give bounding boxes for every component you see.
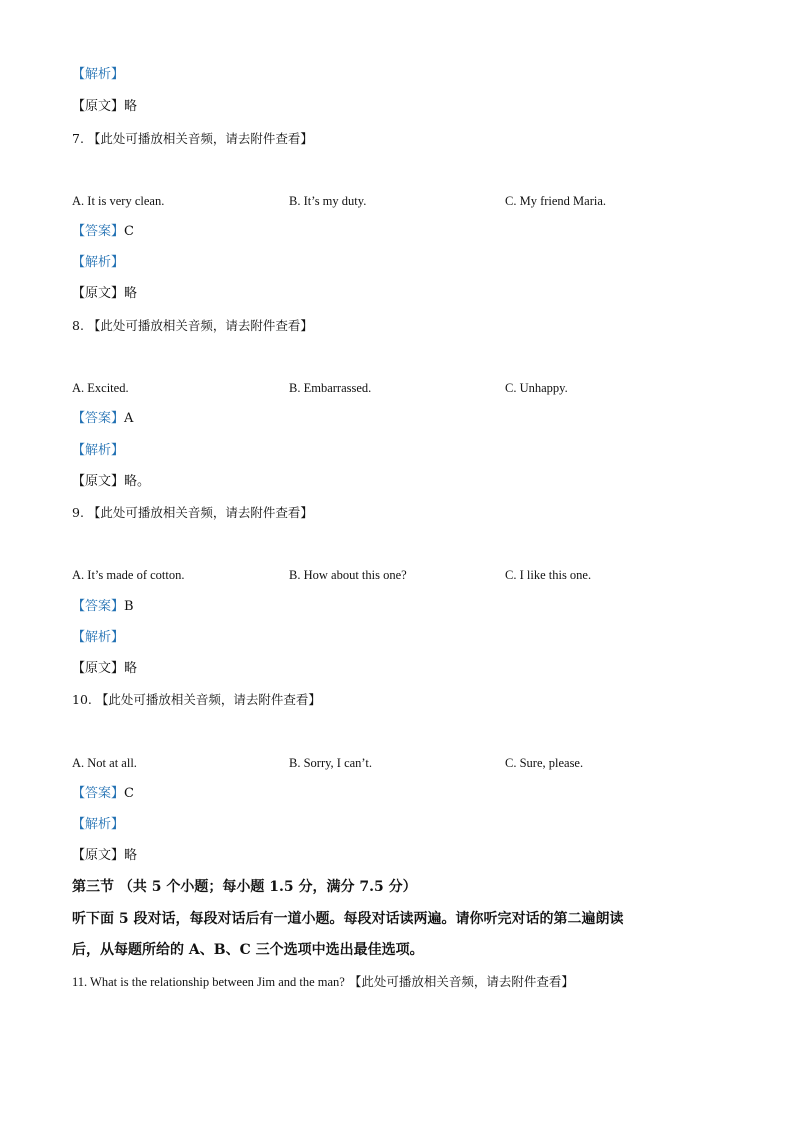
original-row (72, 846, 137, 866)
answer-label: 【答案】 (72, 411, 125, 426)
audio-prompt: 【此处可播放相关音频，请去附件查看】 (348, 974, 574, 989)
question-9 (72, 503, 313, 523)
option-b: B. It’s my duty. (289, 194, 367, 208)
option-c: C. I like this one. (505, 568, 592, 582)
analysis-label: 【解析】 (72, 630, 125, 645)
answer-value: C (124, 224, 134, 239)
original-value: 略 (124, 848, 138, 863)
option-c: C. Unhappy. (505, 381, 568, 395)
option-b: B. How about this one? (289, 568, 407, 582)
original-value: 略 (124, 286, 138, 301)
original-row (72, 659, 137, 679)
question-number: 8. (72, 318, 84, 333)
original-value: 略 (124, 99, 138, 114)
analysis-label: 【解析】 (72, 67, 125, 82)
section-heading: 第三节 （共 5 个小题；每小题 1.5 分，满分 7.5 分） (72, 879, 417, 895)
original-label: 【原文】 (72, 848, 125, 863)
analysis-label: 【解析】 (72, 817, 125, 832)
option-b: B. Sorry, I can’t. (289, 756, 372, 770)
analysis-label: 【解析】 (72, 255, 125, 270)
original-value: 略。 (124, 474, 151, 489)
audio-prompt: 【此处可播放相关音频，请去附件查看】 (87, 131, 313, 146)
question-8 (72, 316, 313, 336)
section-instruction-line-1: 听下面 5 段对话，每段对话后有一道小题。每段对话读两遍。请你听完对话的第二遍朗读 (72, 911, 624, 927)
answer-row (72, 222, 134, 242)
audio-prompt: 【此处可播放相关音频，请去附件查看】 (95, 692, 321, 707)
option-a: A. It is very clean. (72, 194, 165, 208)
original-row (72, 97, 137, 117)
original-row (72, 472, 150, 492)
option-a: A. Excited. (72, 381, 129, 395)
question-number: 7. (72, 131, 84, 146)
original-label: 【原文】 (72, 286, 125, 301)
audio-prompt: 【此处可播放相关音频，请去附件查看】 (87, 505, 313, 520)
answer-value: B (124, 599, 134, 614)
analysis-label: 【解析】 (72, 443, 125, 458)
question-11 (72, 972, 574, 992)
question-text: 11. What is the relationship between Jim and the man? (72, 975, 345, 989)
option-c: C. Sure, please. (505, 756, 584, 770)
section-instruction-line-2: 后，从每题所给的 A、B、C 三个选项中选出最佳选项。 (72, 942, 424, 958)
answer-row (72, 784, 134, 804)
question-10 (72, 690, 321, 710)
option-a: A. Not at all. (72, 756, 137, 770)
option-c: C. My friend Maria. (505, 194, 607, 208)
original-row (72, 284, 137, 304)
answer-label: 【答案】 (72, 599, 125, 614)
question-number: 9. (72, 505, 84, 520)
answer-row (72, 409, 133, 429)
option-b: B. Embarrassed. (289, 381, 372, 395)
audio-prompt: 【此处可播放相关音频，请去附件查看】 (87, 318, 313, 333)
original-value: 略 (124, 661, 138, 676)
question-number: 10. (72, 692, 92, 707)
answer-label: 【答案】 (72, 224, 125, 239)
answer-row (72, 597, 134, 617)
option-a: A. It’s made of cotton. (72, 568, 185, 582)
original-label: 【原文】 (72, 474, 125, 489)
question-7 (72, 129, 313, 149)
answer-value: A (124, 411, 134, 426)
original-label: 【原文】 (72, 661, 125, 676)
answer-value: C (124, 786, 134, 801)
answer-label: 【答案】 (72, 786, 125, 801)
original-label: 【原文】 (72, 99, 125, 114)
